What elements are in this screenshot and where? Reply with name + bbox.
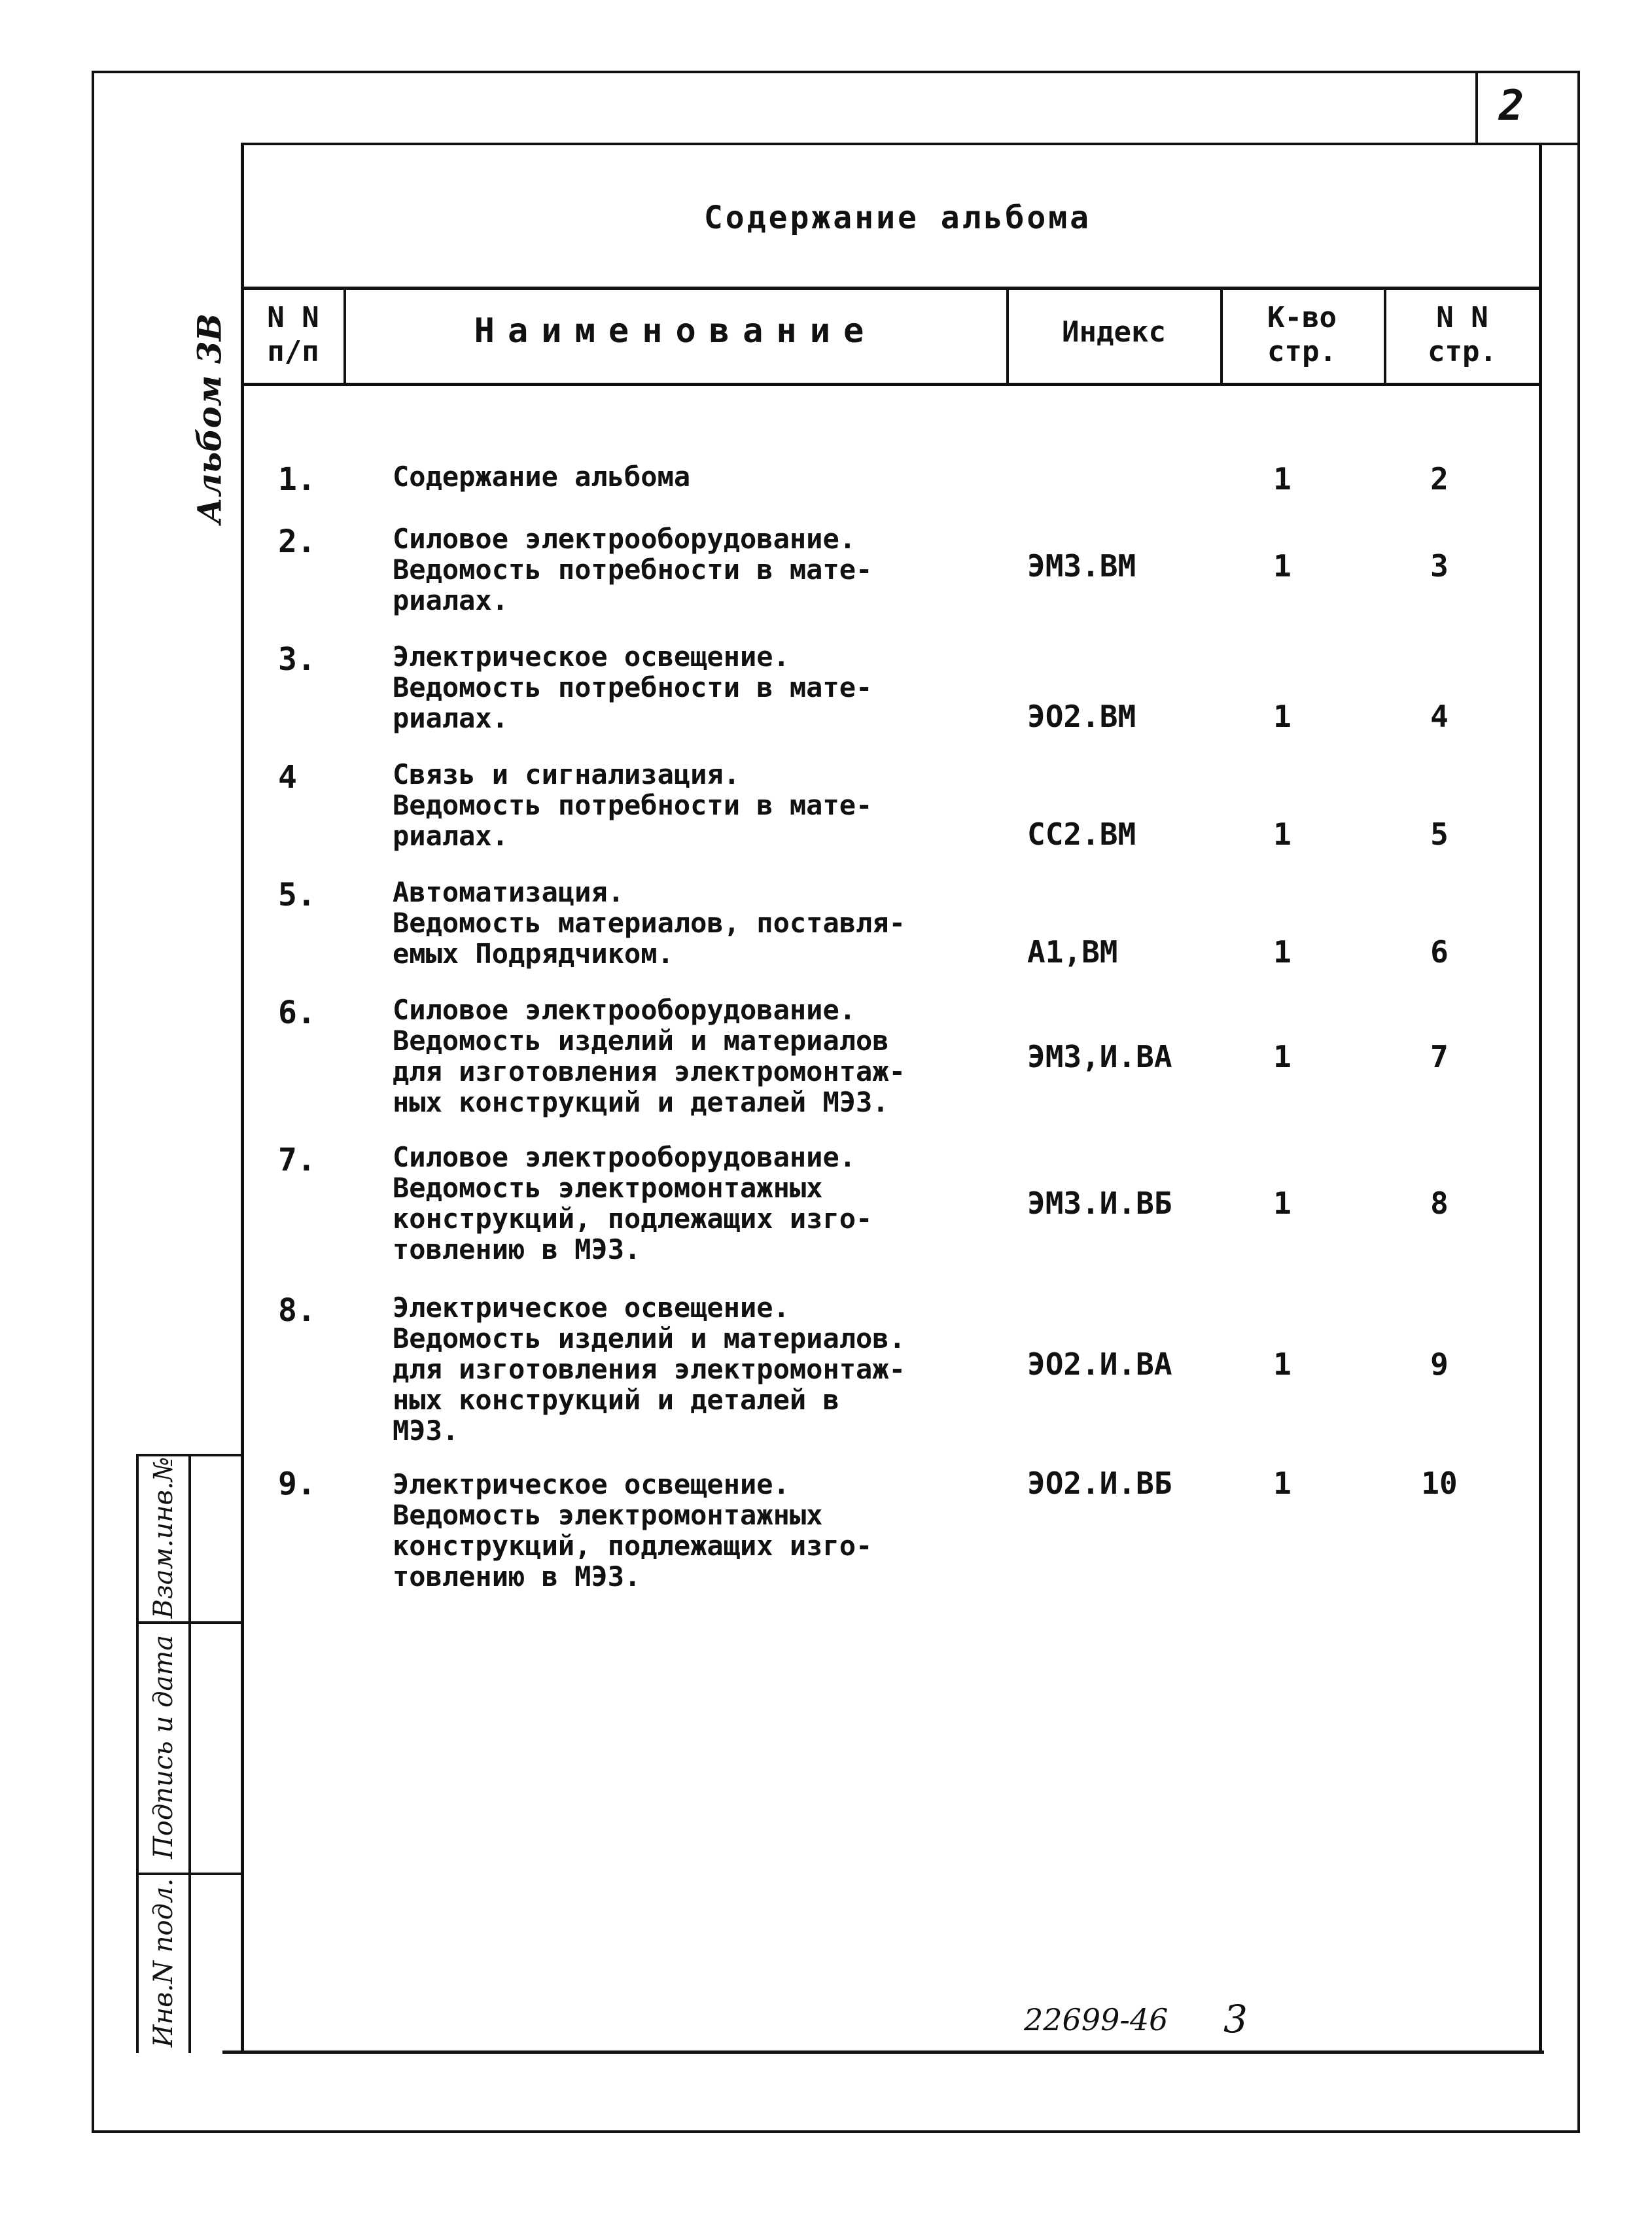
row-9-index: ЭО2.И.ВБ: [1027, 1466, 1172, 1501]
row-1-page: 2: [1430, 461, 1449, 497]
row-8-count: 1: [1273, 1347, 1292, 1382]
row-8-name: Электрическое освещение. Ведомость изделий и материалов. для изготовления электромонтаж- ных конструкций и деталей в МЭЗ.: [393, 1292, 905, 1447]
row-1-num: 1.: [278, 461, 316, 498]
row-6-num: 6.: [278, 995, 316, 1031]
row-2-index: ЭМ3.ВМ: [1027, 548, 1136, 584]
header-page: [1387, 301, 1538, 369]
row-7-name: Силовое электрооборудование. Ведомость электромонтажных конструкций, подлежащих изго- товлению в МЭЗ.: [393, 1141, 873, 1265]
album-label: Альбом 3В: [190, 313, 229, 524]
document-code: 22699-46: [1024, 2002, 1169, 2037]
header-num-line1: N N: [267, 301, 319, 334]
row-4-name: Связь и сигнализация. Ведомость потребности в мате- риалах.: [393, 758, 873, 852]
outer-frame-top: [92, 71, 1580, 73]
row-3-count: 1: [1273, 699, 1292, 734]
row-5-page: 6: [1430, 934, 1449, 970]
header-divider-4: [1384, 288, 1386, 385]
row-2-num: 2.: [278, 523, 316, 560]
header-num-line2: п/п: [267, 335, 319, 368]
row-6-count: 1: [1273, 1039, 1292, 1074]
row-7-index: ЭМ3.И.ВБ: [1027, 1186, 1172, 1221]
signature-date-label: Подпись и дата: [149, 1634, 179, 1859]
row-3-index: ЭО2.ВМ: [1027, 699, 1136, 734]
side-stamp-top: [136, 1454, 242, 1456]
album-title: Содержание альбома: [703, 200, 1092, 236]
row-9-count: 1: [1273, 1466, 1292, 1501]
row-6-page: 7: [1430, 1039, 1449, 1074]
row-5-name: Автоматизация. Ведомость материалов, поставля- емых Подрядчиком.: [393, 876, 905, 970]
table-header-top-line: [242, 287, 1541, 290]
row-9-num: 9.: [278, 1466, 316, 1502]
original-inv-label: Инв.N подл.: [149, 1878, 179, 2048]
inner-frame-left: [241, 143, 244, 2053]
side-stamp-left: [136, 1454, 139, 2053]
row-9-page: 10: [1421, 1466, 1458, 1501]
header-divider-1: [343, 288, 346, 385]
replacement-inv-label: Взам.инв.№: [149, 1456, 179, 1619]
row-7-count: 1: [1273, 1186, 1292, 1221]
side-stamp-sep-2: [136, 1873, 242, 1875]
header-divider-3: [1220, 288, 1223, 385]
row-5-count: 1: [1273, 934, 1292, 970]
table-header-bottom-line: [242, 383, 1541, 386]
header-page-line2: стр.: [1428, 335, 1497, 368]
header-count: [1223, 301, 1380, 369]
header-index: Индекс: [1062, 315, 1166, 349]
row-1-count: 1: [1273, 461, 1292, 497]
row-2-name: Силовое электрооборудование. Ведомость потребности в мате- риалах.: [393, 523, 873, 616]
outer-frame-left: [92, 71, 94, 2132]
header-name: Наименование: [474, 311, 877, 351]
row-6-index: ЭМ3,И.ВА: [1027, 1039, 1172, 1074]
row-3-num: 3.: [278, 641, 316, 678]
row-8-page: 9: [1430, 1347, 1449, 1382]
row-8-num: 8.: [278, 1292, 316, 1329]
side-stamp-divider: [188, 1454, 191, 2053]
row-4-num: 4: [278, 759, 297, 796]
row-2-page: 3: [1430, 548, 1449, 584]
row-2-count: 1: [1273, 548, 1292, 584]
header-page-line1: N N: [1436, 301, 1488, 334]
outer-frame-bottom: [92, 2130, 1580, 2133]
row-4-page: 5: [1430, 817, 1449, 852]
header-divider-2: [1006, 288, 1009, 385]
row-3-page: 4: [1430, 699, 1449, 734]
inner-frame-right: [1539, 143, 1542, 2053]
side-stamp-sep-1: [136, 1621, 242, 1624]
row-7-page: 8: [1430, 1186, 1449, 1221]
row-5-index: А1,ВМ: [1027, 934, 1118, 970]
row-7-num: 7.: [278, 1142, 316, 1178]
page-number: 2: [1498, 82, 1524, 130]
header-count-line1: К-во: [1267, 301, 1337, 334]
header-num: [247, 301, 339, 369]
outer-frame-right: [1577, 71, 1580, 2132]
row-3-name: Электрическое освещение. Ведомость потребности в мате- риалах.: [393, 641, 873, 734]
inner-frame-top: [242, 143, 1580, 145]
row-1-name: Содержание альбома: [393, 461, 691, 493]
inner-frame-bottom: [222, 2051, 1544, 2054]
row-5-num: 5.: [278, 877, 316, 913]
sheet-number: 3: [1223, 1997, 1248, 2041]
header-count-line2: стр.: [1267, 335, 1337, 368]
row-8-index: ЭО2.И.ВА: [1027, 1347, 1172, 1382]
row-4-index: СС2.ВМ: [1027, 817, 1136, 852]
row-9-name: Электрическое освещение. Ведомость электромонтажных конструкций, подлежащих изго- товлению в МЭЗ.: [393, 1468, 873, 1593]
row-4-count: 1: [1273, 817, 1292, 852]
row-6-name: Силовое электрооборудование. Ведомость изделий и материалов для изготовления электромонтаж- ных конструкций и деталей МЭЗ.: [393, 994, 905, 1118]
